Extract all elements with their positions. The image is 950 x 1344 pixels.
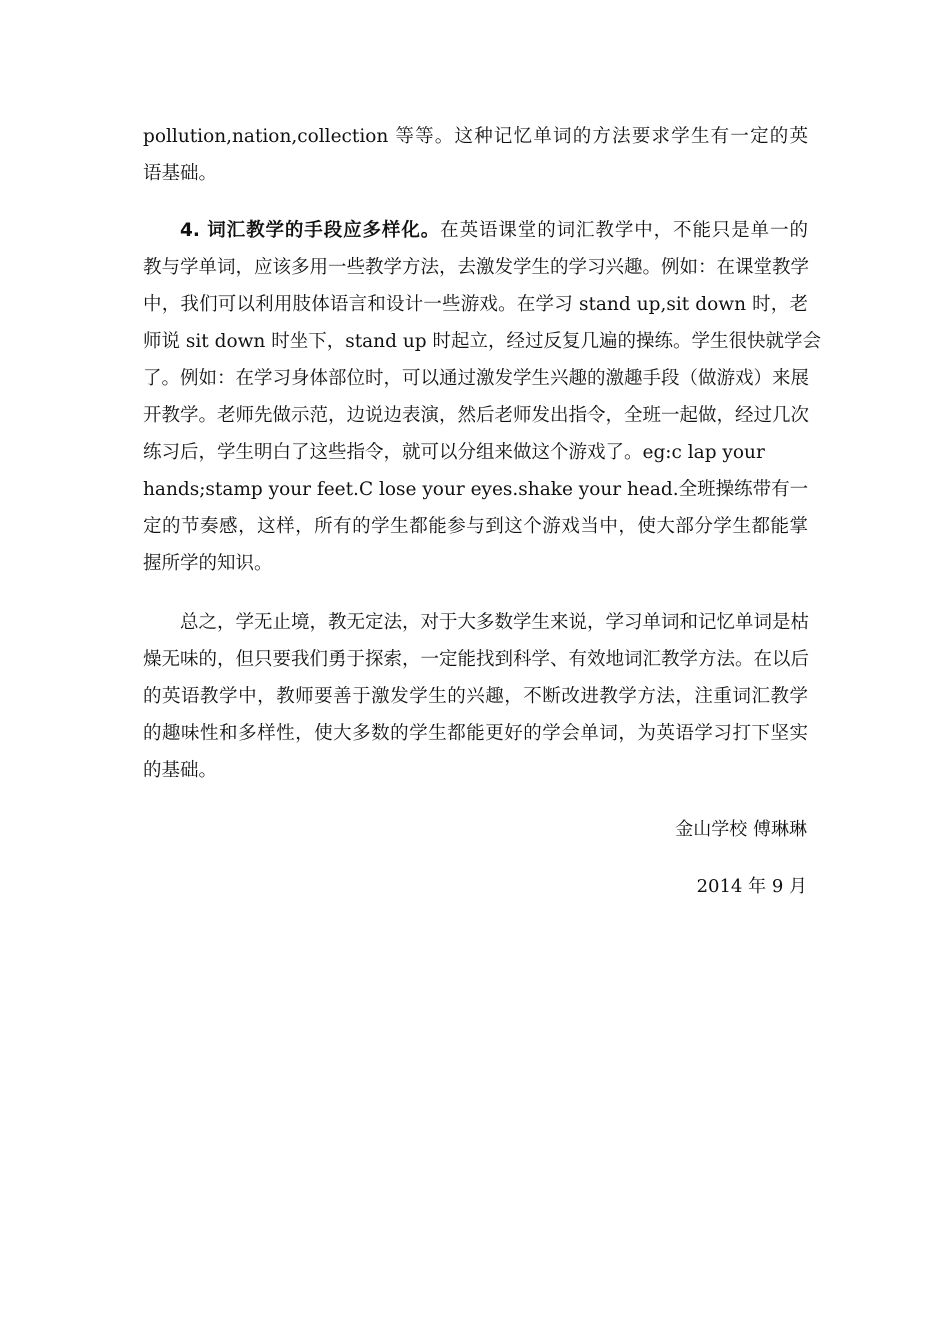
- paragraph-line: 的基础。: [143, 760, 218, 781]
- paragraph-line: 练习后，学生明白了这些指令，就可以分组来做这个游戏了。eg:c lap your: [143, 442, 765, 463]
- paragraph-1: [143, 118, 808, 192]
- paragraph-line: pollution,nation,collection 等等。这种记忆单词的方法要求学生有一定的英: [143, 126, 808, 147]
- paragraph-line: 师说 sit down 时坐下，stand up 时起立，经过反复几遍的操练。学生很快就学会: [143, 331, 821, 352]
- signature-date: 2014 年 9 月: [696, 876, 807, 897]
- signature-author: 金山学校 傅琳琳: [675, 819, 807, 840]
- paragraph-line: 定的节奏感，这样，所有的学生都能参与到这个游戏当中，使大部分学生都能掌: [143, 516, 808, 537]
- paragraph-line: 开教学。老师先做示范，边说边表演，然后老师发出指令，全班一起做，经过几次: [143, 405, 810, 426]
- paragraph-line: 的趣味性和多样性，使大多数的学生都能更好的学会单词，为英语学习打下坚实: [143, 723, 808, 744]
- paragraph-line: 的英语教学中，教师要善于激发学生的兴趣，不断改进教学方法，注重词汇教学: [143, 686, 808, 707]
- paragraph-2: [143, 212, 821, 582]
- paragraph-line: 燥无味的，但只要我们勇于探索，一定能找到科学、有效地词汇教学方法。在以后: [143, 649, 810, 670]
- paragraph-line: 了。例如：在学习身体部位时，可以通过激发学生兴趣的激趣手段（做游戏）来展: [143, 368, 810, 389]
- paragraph-line: hands;stamp your feet.C lose your eyes.shake your head.全班操练带有一: [143, 479, 809, 500]
- paragraph-line: 教与学单词，应该多用一些教学方法，去激发学生的学习兴趣。例如：在课堂教学: [143, 257, 810, 278]
- paragraph-first-line: [143, 212, 808, 249]
- paragraph-line: 在英语课堂的词汇教学中，不能只是单一的: [440, 220, 808, 241]
- paragraph-3: [143, 604, 808, 789]
- paragraph-first-line: 总之，学无止境，教无定法，对于大多数学生来说，学习单词和记忆单词是枯: [180, 612, 810, 633]
- section-heading: 4. 词汇教学的手段应多样化。: [180, 220, 441, 241]
- paragraph-line: 握所学的知识。: [143, 553, 273, 574]
- paragraph-line: 中，我们可以利用肢体语言和设计一些游戏。在学习 stand up,sit down 时，老: [143, 294, 808, 315]
- paragraph-line: 语基础。: [143, 163, 218, 184]
